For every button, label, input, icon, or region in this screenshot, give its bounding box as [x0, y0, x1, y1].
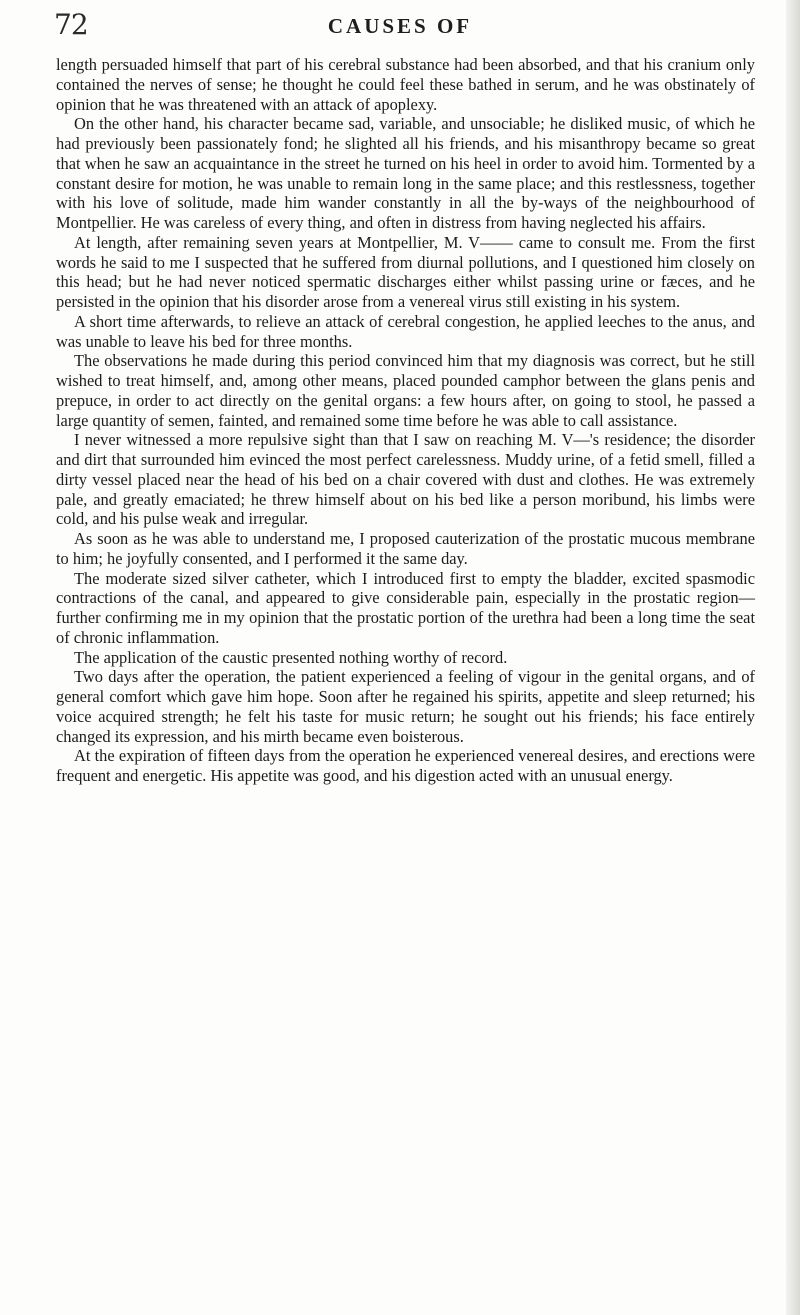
- paragraph: The moderate sized silver catheter, which I introduced first to empty the bladder, excited spasmodic contractions of the canal, and appeared to give considerable pain, especially in the prostatic region—further confirming me in my opinion that the prostatic portion of the urethra had been a long time the seat of chronic inflammation.: [56, 568, 755, 647]
- paragraph: At the expiration of fifteen days from the operation he experienced venereal desires, and erections were frequent and energetic. His appetite was good, and his digestion acted with an unusual energy.: [56, 746, 755, 785]
- paragraph: The application of the caustic presented nothing worthy of record.: [74, 647, 508, 667]
- paragraph: The observations he made during this period convinced him that my diagnosis was correct, but he still wished to treat himself, and, among other means, placed pounded camphor between the glans penis and prepuce, in order to act directly on the genital organs: a few hours after, on going to stool, he passed a large quantity of semen, fainted, and remained some time before he was able to call assistance.: [56, 351, 755, 430]
- body-text: [56, 55, 755, 786]
- paragraph: As soon as he was able to understand me, I proposed cauterization of the prostatic mucous membrane to him; he joyfully consented, and I performed it the same day.: [56, 529, 755, 568]
- paragraph: A short time afterwards, to relieve an attack of cerebral congestion, he applied leeches to the anus, and was unable to leave his bed for three months.: [56, 311, 755, 351]
- paragraph: length persuaded himself that part of his cerebral substance had been absorbed, and that his cranium only contained the nerves of sense; he thought he could feel these bathed in serum, and he was obstinately of opinion that he was threatened with an attack of apoplexy.: [56, 55, 755, 114]
- page-number: 72: [54, 8, 88, 41]
- paragraph: I never witnessed a more repulsive sight than that I saw on reaching M. V—'s residence; the disorder and dirt that surrounded him evinced the most perfect carelessness. Muddy urine, of a fetid smell, filled a dirty vessel placed near the head of his bed on a chair covered with dust and clothes. He was extremely pale, and greatly emaciated; he threw himself about on his bed like a person moribund, his limbs were cold, and his pulse weak and irregular.: [56, 430, 755, 529]
- paragraph: At length, after remaining seven years at Montpellier, M. V—— came to consult me. From the first words he said to me I suspected that he suffered from diurnal pollutions, and I questioned him closely on this head; but he had never noticed spermatic discharges either whilst passing urine or fæces, and he persisted in the opinion that his disorder arose from a venereal virus still existing in his system.: [56, 232, 755, 311]
- page-edge-shadow: [786, 0, 800, 1315]
- paragraph: Two days after the operation, the patient experienced a feeling of vigour in the genital organs, and of general comfort which gave him hope. Soon after he regained his spirits, appetite and sleep returned; his voice acquired strength; he felt his taste for music return; he sought out his friends; his face entirely changed its expression, and his mirth became even boisterous.: [56, 667, 755, 746]
- running-title: CAUSES OF: [327, 14, 473, 38]
- paragraph: On the other hand, his character became sad, variable, and unsociable; he disliked music, of which he had previously been passionately fond; he slighted all his friends, and his misanthropy became so great that when he saw an acquaintance in the street he turned on his heel in order to avoid him. Tormented by a constant desire for motion, he was unable to remain long in the same place; and this restlessness, together with his love of solitude, made him wander constantly in all the by-ways of the neighbourhood of Montpellier. He was careless of every thing, and often in distress from having neglected his affairs.: [56, 114, 755, 232]
